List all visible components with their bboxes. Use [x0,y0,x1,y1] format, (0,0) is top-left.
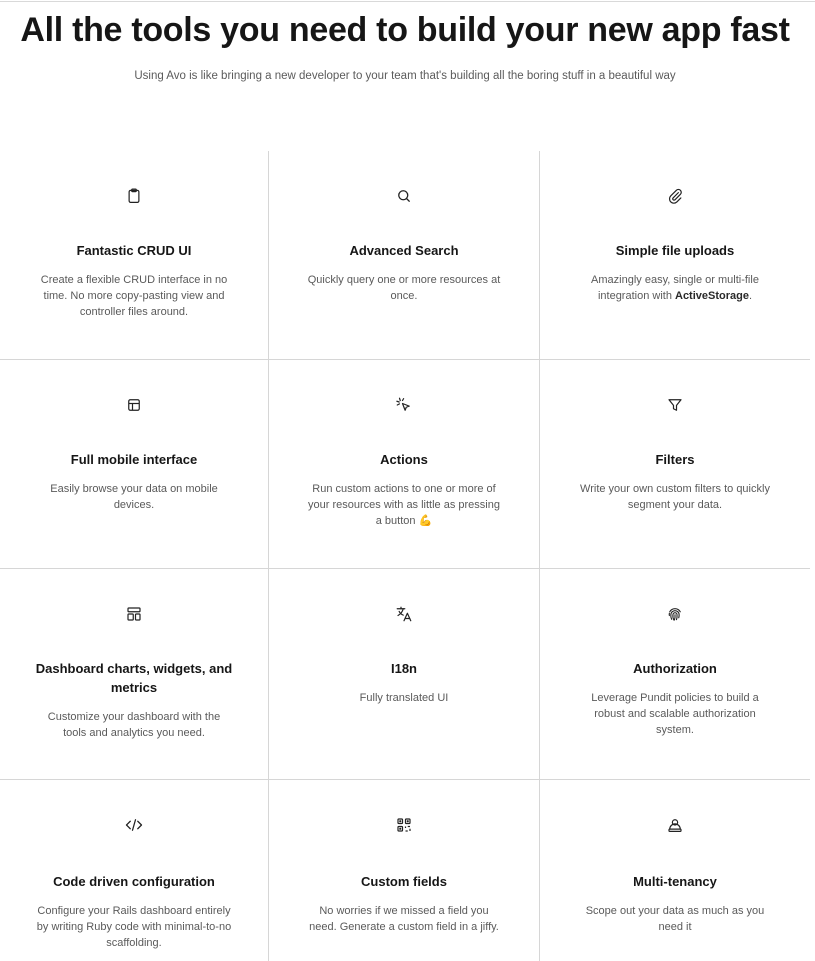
clipboard-icon [125,187,143,205]
feature-description [576,272,774,304]
page-title: All the tools you need to build your new app fast [20,11,790,49]
search-icon [395,187,413,205]
feature-card-i18n [269,569,540,780]
feature-title: Dashboard charts, widgets, and metrics [35,661,233,695]
feature-title: I18n [390,661,417,676]
activestorage-strong: ActiveStorage [675,290,749,302]
feature-description: Quickly query one or more resources at once. [307,274,501,302]
paperclip-icon [666,187,684,205]
feature-description: No worries if we missed a field you need. Generate a custom field in a jiffy. [309,905,499,933]
qr-code-icon [395,816,413,834]
features-grid [0,151,810,961]
feature-description: Run custom actions to one or more of your resources with as little as pressing a button 💪 [308,483,500,527]
fingerprint-icon [666,605,684,623]
table-icon [125,396,143,414]
feature-description: Customize your dashboard with the tools and analytics you need. [47,711,221,739]
translate-icon [395,605,413,623]
feature-title: Filters [655,452,695,467]
dashboard-layout-icon [125,605,143,623]
feature-description-text: Amazingly easy, single or multi-file integration with [591,274,759,302]
feature-card-dashboard [0,569,269,780]
feature-title: Fantastic CRUD UI [76,243,192,258]
feature-description: Leverage Pundit policies to build a robust and scalable authorization system. [591,692,759,736]
feature-card-search [269,151,540,360]
feature-description: Configure your Rails dashboard entirely by writing Ruby code with minimal-to-no scaffolding. [36,905,232,949]
code-icon [125,816,143,834]
feature-title: Multi-tenancy [633,874,717,889]
feature-title: Custom fields [361,874,447,889]
feature-description: Write your own custom filters to quickly segment your data. [580,483,770,511]
user-tenant-icon [666,816,684,834]
page-subtitle: Using Avo is like bringing a new developer to your team that's building all the boring stuff in a beautiful way [134,70,676,82]
feature-card-multi-tenancy [540,780,810,961]
feature-title: Advanced Search [349,243,459,258]
feature-card-authorization [540,569,810,780]
feature-card-mobile [0,360,269,569]
filter-icon [666,396,684,414]
feature-title: Simple file uploads [615,243,735,258]
feature-description: Easily browse your data on mobile devices. [50,483,218,511]
feature-card-file-uploads [540,151,810,360]
feature-card-filters [540,360,810,569]
feature-title: Actions [380,452,428,467]
feature-card-crud [0,151,269,360]
feature-description: Create a flexible CRUD interface in no time. No more copy-pasting view and controller files around. [40,274,228,318]
feature-card-actions [269,360,540,569]
feature-card-code-config [0,780,269,961]
feature-title: Full mobile interface [70,452,198,467]
feature-description-suffix: . [748,290,753,302]
feature-description: Fully translated UI [359,692,449,704]
feature-description: Scope out your data as much as you need it [585,905,765,933]
feature-card-custom-fields [269,780,540,961]
cursor-click-icon [395,396,413,414]
feature-title: Authorization [633,661,717,676]
feature-title: Code driven configuration [53,874,215,889]
top-divider [0,1,815,2]
